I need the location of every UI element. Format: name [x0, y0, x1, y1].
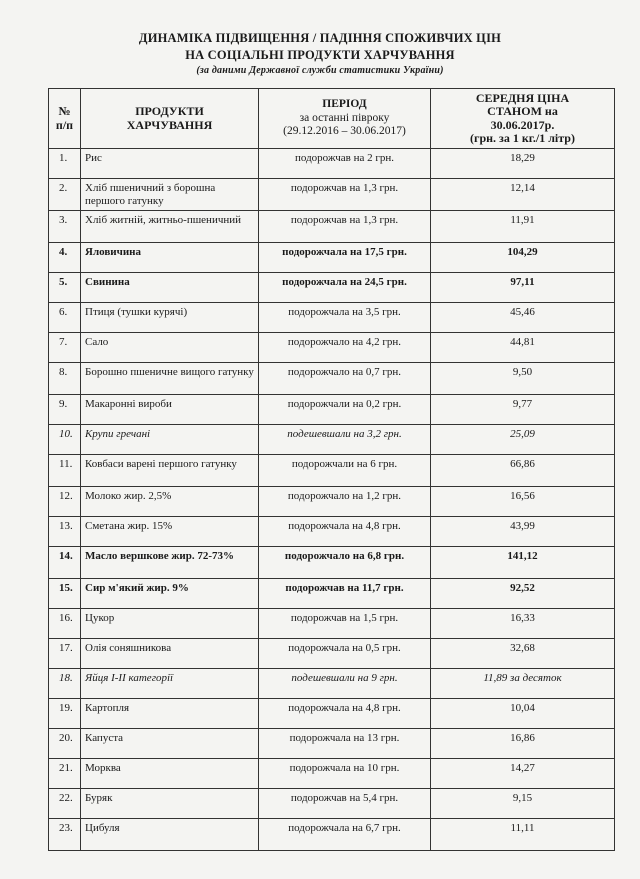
table-row [49, 179, 615, 211]
row-number-cell: 6. [49, 303, 81, 333]
header-period-line-3: (29.12.2016 – 30.06.2017) [283, 125, 406, 138]
price-change-cell: подорожчав на 2 грн. [259, 149, 431, 179]
table-row [49, 395, 615, 425]
header-period-line-2: за останні півроку [299, 111, 390, 124]
product-name-cell: Хліб пшеничний з борошна першого гатунку [81, 179, 259, 211]
price-change-cell: подорожчав на 5,4 грн. [259, 789, 431, 819]
product-name-cell: Свинина [81, 273, 259, 303]
table-row [49, 579, 615, 609]
product-name-cell: Яловичина [81, 243, 259, 273]
product-name-cell: Цукор [81, 609, 259, 639]
price-change-cell: подорожчав на 1,5 грн. [259, 609, 431, 639]
row-number-cell: 7. [49, 333, 81, 363]
header-price [431, 89, 615, 149]
header-product-line-2: ХАРЧУВАННЯ [126, 117, 213, 132]
average-price-cell: 25,09 [431, 425, 615, 455]
table-row [49, 243, 615, 273]
average-price-cell: 45,46 [431, 303, 615, 333]
price-change-cell: подешевшали на 9 грн. [259, 669, 431, 699]
header-product [81, 89, 259, 149]
table-row [49, 149, 615, 179]
product-name-cell: Рис [81, 149, 259, 179]
row-number-cell: 22. [49, 789, 81, 819]
price-change-cell: подорожчала на 10 грн. [259, 759, 431, 789]
table-row [49, 425, 615, 455]
price-change-cell: подорожчала на 4,8 грн. [259, 699, 431, 729]
document-title [0, 30, 640, 77]
price-change-cell: подорожчали на 0,2 грн. [259, 395, 431, 425]
average-price-cell: 97,11 [431, 273, 615, 303]
header-price-line-1: СЕРЕДНЯ ЦІНА [475, 90, 570, 105]
header-price-line-4: (грн. за 1 кг./1 літр) [470, 131, 575, 145]
row-number-cell: 3. [49, 211, 81, 243]
row-number-cell: 9. [49, 395, 81, 425]
average-price-cell: 11,11 [431, 819, 615, 851]
price-change-cell: подорожчала на 24,5 грн. [259, 273, 431, 303]
table-row [49, 455, 615, 487]
price-change-cell: подорожчало на 1,2 грн. [259, 487, 431, 517]
header-product-line-1: ПРОДУКТИ [135, 104, 204, 118]
price-change-cell: подорожчала на 17,5 грн. [259, 243, 431, 273]
product-name-cell: Капуста [81, 729, 259, 759]
row-number-cell: 13. [49, 517, 81, 547]
average-price-cell: 11,89 за десяток [431, 669, 615, 699]
product-name-cell: Масло вершкове жир. 72-73% [81, 547, 259, 579]
row-number-cell: 14. [49, 547, 81, 579]
row-number-cell: 11. [49, 455, 81, 487]
average-price-cell: 104,29 [431, 243, 615, 273]
row-number-cell: 5. [49, 273, 81, 303]
product-name-cell: Крупи гречані [81, 425, 259, 455]
header-number [49, 89, 81, 149]
product-name-cell: Хліб житній, житньо-пшеничний [81, 211, 259, 243]
product-name-cell: Ковбаси варені першого гатунку [81, 455, 259, 487]
source-note: (за даними Державної служби статистики України) [196, 65, 444, 76]
table-row [49, 211, 615, 243]
product-name-cell: Картопля [81, 699, 259, 729]
product-name-cell: Макаронні вироби [81, 395, 259, 425]
product-name-cell: Цибуля [81, 819, 259, 851]
price-change-cell: подорожчало на 6,8 грн. [259, 547, 431, 579]
header-number-line-1: № [58, 104, 71, 118]
table-row [49, 487, 615, 517]
price-change-cell: подорожчала на 0,5 грн. [259, 639, 431, 669]
title-line-1: ДИНАМІКА ПІДВИЩЕННЯ / ПАДІННЯ СПОЖИВЧИХ ЦІН [138, 31, 502, 45]
product-name-cell: Птиця (тушки курячі) [81, 303, 259, 333]
price-change-cell: подорожчала на 13 грн. [259, 729, 431, 759]
table-row [49, 699, 615, 729]
header-price-line-2: СТАНОМ на [487, 104, 558, 118]
table-row [49, 273, 615, 303]
product-name-cell: Борошно пшеничне вищого гатунку [81, 363, 259, 395]
row-number-cell: 15. [49, 579, 81, 609]
price-change-cell: подорожчала на 4,8 грн. [259, 517, 431, 547]
row-number-cell: 20. [49, 729, 81, 759]
row-number-cell: 4. [49, 243, 81, 273]
price-table [48, 88, 615, 851]
table-row [49, 819, 615, 851]
table-row [49, 517, 615, 547]
average-price-cell: 43,99 [431, 517, 615, 547]
table-header-row [49, 89, 615, 149]
average-price-cell: 32,68 [431, 639, 615, 669]
product-name-cell: Сир м'який жир. 9% [81, 579, 259, 609]
title-line-2: НА СОЦІАЛЬНІ ПРОДУКТИ ХАРЧУВАННЯ [185, 48, 455, 62]
table-row [49, 669, 615, 699]
average-price-cell: 10,04 [431, 699, 615, 729]
row-number-cell: 17. [49, 639, 81, 669]
price-change-cell: подешевшали на 3,2 грн. [259, 425, 431, 455]
row-number-cell: 2. [49, 179, 81, 211]
header-number-line-2: п/п [55, 117, 74, 132]
row-number-cell: 1. [49, 149, 81, 179]
average-price-cell: 92,52 [431, 579, 615, 609]
header-period-line-1: ПЕРІОД [322, 98, 367, 111]
row-number-cell: 19. [49, 699, 81, 729]
average-price-cell: 16,86 [431, 729, 615, 759]
price-change-cell: подорожчав на 1,3 грн. [259, 211, 431, 243]
table-row [49, 729, 615, 759]
average-price-cell: 66,86 [431, 455, 615, 487]
price-change-cell: подорожчало на 0,7 грн. [259, 363, 431, 395]
row-number-cell: 16. [49, 609, 81, 639]
row-number-cell: 18. [49, 669, 81, 699]
average-price-cell: 44,81 [431, 333, 615, 363]
product-name-cell: Сметана жир. 15% [81, 517, 259, 547]
table-row [49, 609, 615, 639]
price-change-cell: подорожчав на 11,7 грн. [259, 579, 431, 609]
average-price-cell: 16,33 [431, 609, 615, 639]
row-number-cell: 23. [49, 819, 81, 851]
table-row [49, 333, 615, 363]
average-price-cell: 9,77 [431, 395, 615, 425]
product-name-cell: Яйця І-ІІ категорії [81, 669, 259, 699]
average-price-cell: 141,12 [431, 547, 615, 579]
average-price-cell: 12,14 [431, 179, 615, 211]
average-price-cell: 18,29 [431, 149, 615, 179]
price-change-cell: подорожчало на 4,2 грн. [259, 333, 431, 363]
table-row [49, 363, 615, 395]
average-price-cell: 14,27 [431, 759, 615, 789]
price-change-cell: подорожчала на 3,5 грн. [259, 303, 431, 333]
header-price-line-3: 30.06.2017р. [490, 117, 555, 132]
row-number-cell: 8. [49, 363, 81, 395]
price-change-cell: подорожчала на 6,7 грн. [259, 819, 431, 851]
product-name-cell: Морква [81, 759, 259, 789]
row-number-cell: 10. [49, 425, 81, 455]
row-number-cell: 12. [49, 487, 81, 517]
product-name-cell: Буряк [81, 789, 259, 819]
product-name-cell: Сало [81, 333, 259, 363]
table-row [49, 759, 615, 789]
table-row [49, 303, 615, 333]
table-row [49, 547, 615, 579]
average-price-cell: 9,50 [431, 363, 615, 395]
table-row [49, 639, 615, 669]
row-number-cell: 21. [49, 759, 81, 789]
product-name-cell: Олія соняшникова [81, 639, 259, 669]
header-period [259, 89, 431, 149]
average-price-cell: 16,56 [431, 487, 615, 517]
table-row [49, 789, 615, 819]
product-name-cell: Молоко жир. 2,5% [81, 487, 259, 517]
price-change-cell: подорожчав на 1,3 грн. [259, 179, 431, 211]
price-change-cell: подорожчали на 6 грн. [259, 455, 431, 487]
average-price-cell: 11,91 [431, 211, 615, 243]
average-price-cell: 9,15 [431, 789, 615, 819]
